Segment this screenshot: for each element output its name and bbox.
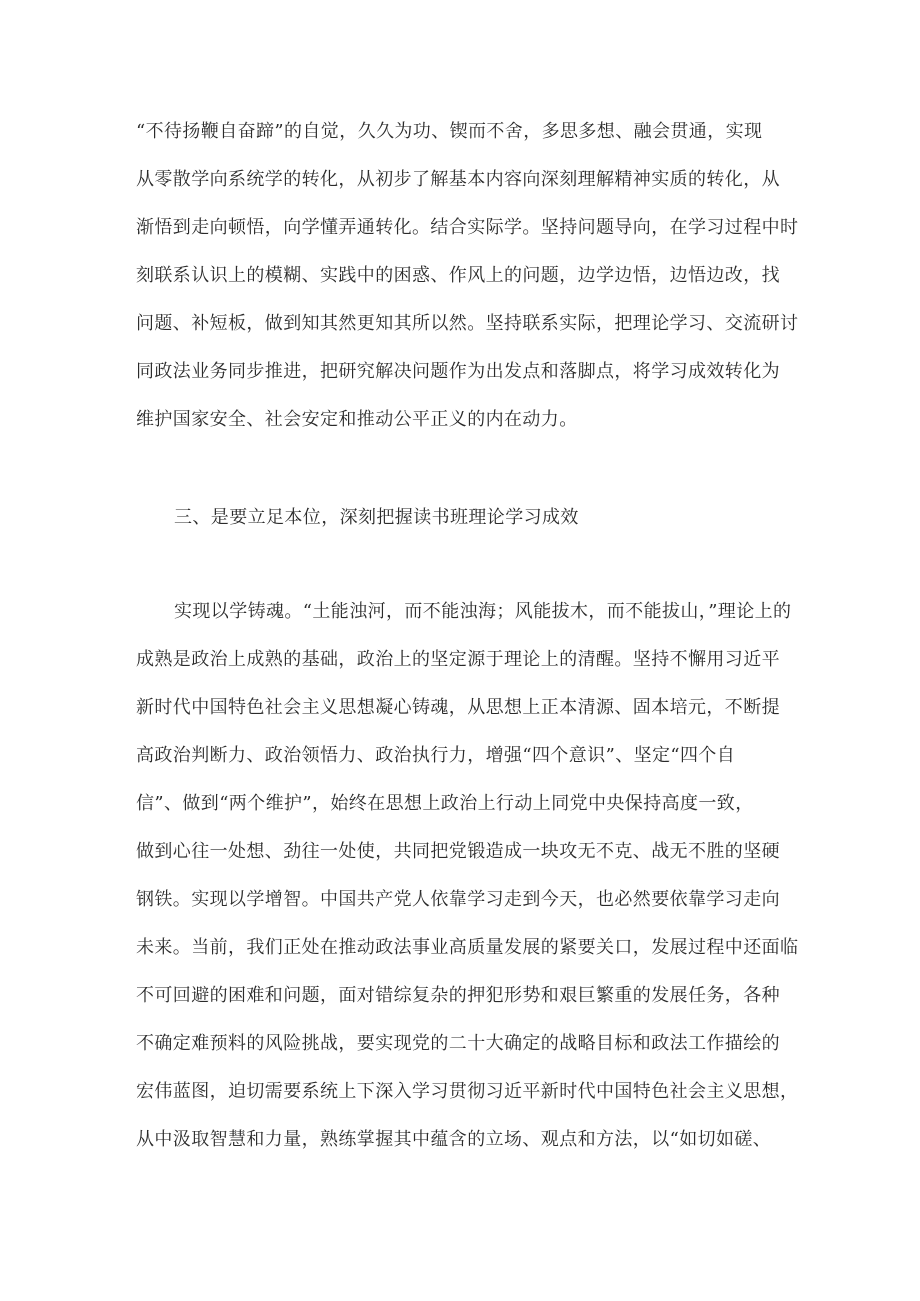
paragraph-2-line-9: 不可回避的困难和问题，面对错综复杂的押犯形势和艰巨繁重的发展任务，各种 [136, 985, 780, 1006]
section-heading: 三、是要立足本位，深刻把握读书班理论学习成效 [174, 507, 579, 528]
paragraph-2-line-4: 高政治判断力、政治领悟力、政治执行力，增强“四个意识”、坚定“四个自 [136, 745, 736, 766]
paragraph-1-line-1: “不待扬鞭自奋蹄”的自觉，久久为功、锲而不舍，多思多想、融会贯通，实现 [136, 121, 763, 142]
paragraph-2-line-3: 新时代中国特色社会主义思想凝心铸魂，从思想上正本清源、固本培元，不断提 [136, 697, 780, 718]
paragraph-2-line-6: 做到心往一处想、劲往一处使，共同把党锻造成一块攻无不克、战无不胜的坚硬 [136, 841, 780, 862]
paragraph-1-line-4: 刻联系认识上的模糊、实践中的困惑、作风上的问题，边学边悟，边悟边改，找 [136, 265, 780, 286]
paragraph-1-line-2: 从零散学向系统学的转化，从初步了解基本内容向深刻理解精神实质的转化，从 [136, 169, 780, 190]
paragraph-2-line-2: 成熟是政治上成熟的基础，政治上的坚定源于理论上的清醒。坚持不懈用习近平 [136, 649, 780, 670]
paragraph-2-line-10: 不确定难预料的风险挑战，要实现党的二十大确定的战略目标和政法工作描绘的 [136, 1033, 780, 1054]
paragraph-2-line-7: 钢铁。实现以学增智。中国共产党人依靠学习走到今天，也必然要依靠学习走向 [136, 889, 780, 910]
paragraph-2-line-5: 信”、做到“两个维护”，始终在思想上政治上行动上同党中央保持高度一致， [136, 793, 754, 814]
paragraph-2-line-8: 未来。当前，我们正处在推动政法事业高质量发展的紧要关口，发展过程中还面临 [136, 937, 799, 958]
paragraph-2-line-12: 从中汲取智慧和力量，熟练掌握其中蕴含的立场、观点和方法，以“如切如磋、 [136, 1129, 772, 1150]
paragraph-2-line-1: 实现以学铸魂。“土能浊河，而不能浊海；风能拔木，而不能拔山，”理论上的 [174, 601, 792, 622]
paragraph-1-line-3: 渐悟到走向顿悟，向学懂弄通转化。结合实际学。坚持问题导向，在学习过程中时 [136, 217, 799, 238]
paragraph-2-line-11: 宏伟蓝图，迫切需要系统上下深入学习贯彻习近平新时代中国特色社会主义思想， [136, 1081, 799, 1102]
paragraph-1-line-6: 同政法业务同步推进，把研究解决问题作为出发点和落脚点，将学习成效转化为 [136, 361, 780, 382]
paragraph-1-line-5: 问题、补短板，做到知其然更知其所以然。坚持联系实际，把理论学习、交流研讨 [136, 313, 799, 334]
paragraph-1-line-7: 维护国家安全、社会安定和推动公平正义的内在动力。 [136, 409, 578, 430]
